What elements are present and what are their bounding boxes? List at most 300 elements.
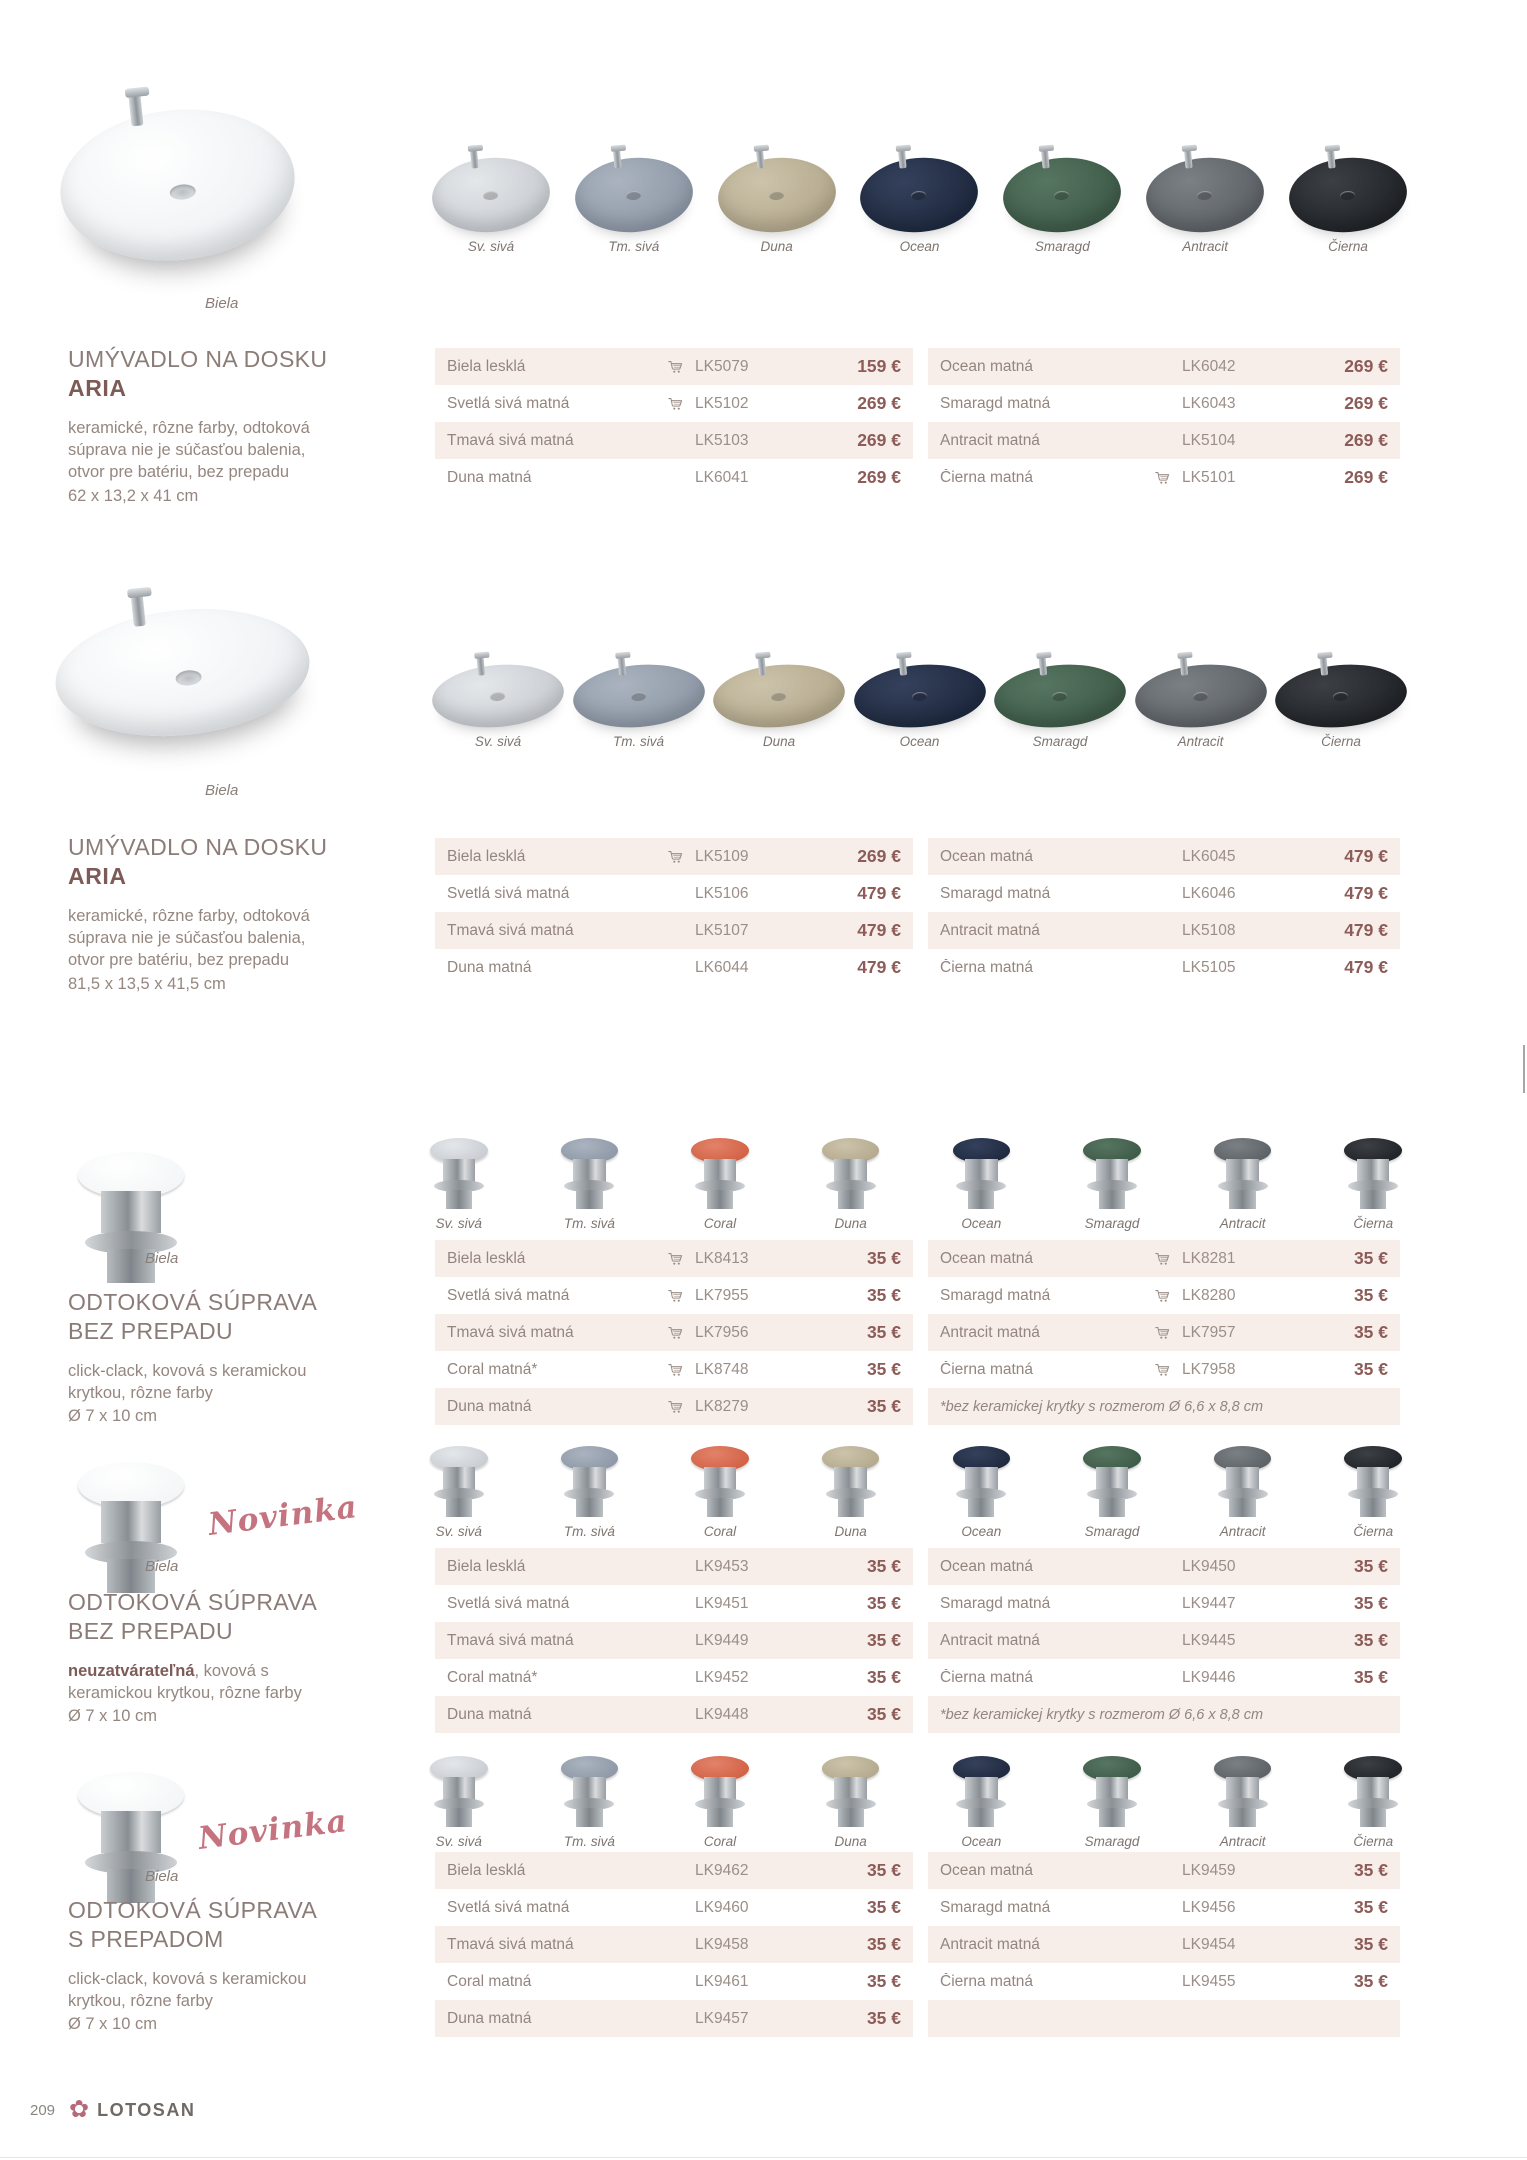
- product-code: LK9462: [695, 1861, 749, 1879]
- price: 269 €: [857, 430, 901, 450]
- drain-plug-shape: [691, 1138, 749, 1209]
- swatch-label: Ocean: [961, 1215, 1002, 1231]
- swatch-label: Čierna: [1328, 239, 1368, 254]
- drain-hole-icon: [771, 691, 787, 701]
- plug-neck: [573, 1777, 606, 1800]
- product-code: LK9457: [695, 2009, 749, 2027]
- plug-neck: [965, 1467, 998, 1490]
- product-dimensions: Ø 7 x 10 cm: [68, 1707, 157, 1726]
- color-name: Smaragd matná: [940, 884, 1051, 902]
- price: 35 €: [866, 1285, 901, 1305]
- color-name: Čierna matná: [940, 958, 1034, 976]
- product-code: LK5105: [1182, 958, 1236, 976]
- color-name: Coral matná*: [447, 1360, 538, 1378]
- drain-hole-icon: [1340, 190, 1356, 200]
- plug-stem: [576, 1190, 602, 1209]
- product-code: LK9445: [1182, 1631, 1236, 1649]
- product-code: LK9446: [1182, 1668, 1236, 1686]
- product-text-block: [68, 1288, 368, 1428]
- swatch-label: Sv. sivá: [467, 239, 515, 254]
- plug-stem: [446, 1190, 472, 1209]
- color-swatch-row: [430, 1446, 1402, 1539]
- swatch-label: Sv. sivá: [435, 1833, 482, 1849]
- plug-neck: [101, 1501, 161, 1542]
- product-title: BEZ PREPADU: [68, 1618, 234, 1645]
- color-name: Svetlá sivá matná: [447, 394, 570, 412]
- basin-color-swatch: [1143, 153, 1267, 237]
- product-code: LK8748: [695, 1360, 749, 1378]
- product-title: ODTOKOVÁ SÚPRAVA: [68, 1589, 318, 1615]
- plug-stem: [707, 1498, 733, 1517]
- price: 479 €: [857, 957, 901, 977]
- photo-color-label: Biela: [145, 1868, 179, 1885]
- basin-color-swatch: [1273, 659, 1410, 732]
- price-table: [435, 348, 913, 496]
- drain-plug-shape: [561, 1756, 619, 1827]
- product-code: LK5103: [695, 431, 749, 449]
- cart-icon: [667, 1250, 695, 1267]
- price-table: [928, 838, 1400, 986]
- plug-stem: [968, 1498, 994, 1517]
- drain-plug-shape: [1083, 1138, 1141, 1209]
- drain-plug-shape: [561, 1446, 619, 1517]
- table-row: [435, 875, 913, 912]
- table-row: [435, 1852, 913, 1889]
- color-name: Biela lesklá: [447, 1249, 526, 1267]
- product-code: LK9453: [695, 1557, 749, 1575]
- footnote-row: *bez keramickej krytky s rozmerom Ø 6,6 x 8,8 cm: [928, 1388, 1400, 1425]
- price-table: [435, 1548, 913, 1733]
- swatch-label: Smaragd: [1084, 1523, 1140, 1539]
- page-footer: [30, 2098, 195, 2122]
- color-name: Tmavá sivá matná: [447, 1323, 574, 1341]
- price-table: [928, 1852, 1400, 2037]
- product-code: LK9451: [695, 1594, 749, 1612]
- plug-neck: [704, 1777, 737, 1800]
- table-row: [435, 422, 913, 459]
- drain-hole-icon: [1192, 691, 1208, 701]
- table-row: [928, 348, 1400, 385]
- novinka-badge: [196, 1802, 350, 1858]
- table-row: [928, 385, 1400, 422]
- plug-stem: [1360, 1808, 1386, 1827]
- plug-stem: [1099, 1190, 1125, 1209]
- basin-color-swatch: [851, 659, 988, 732]
- plug-stem: [1229, 1808, 1255, 1827]
- price: 269 €: [1344, 393, 1388, 413]
- cart-icon: [667, 395, 695, 412]
- product-subtitle: ARIA: [68, 863, 127, 890]
- color-swatch: [561, 1138, 619, 1231]
- price: 35 €: [866, 1630, 901, 1650]
- product-dimensions: 81,5 x 13,5 x 41,5 cm: [68, 974, 226, 993]
- product-description: neuzatvárateľná, kovová s keramickou krytkou, rôzne farby: [68, 1661, 302, 1702]
- cart-icon: [667, 1398, 695, 1415]
- plug-neck: [101, 1191, 161, 1232]
- table-row: [928, 1240, 1400, 1277]
- table-row: [928, 838, 1400, 875]
- brand-name: LOTOSAN: [97, 2099, 196, 2120]
- product-code: LK5108: [1182, 921, 1236, 939]
- product-text-block: [68, 345, 368, 507]
- plug-neck: [1096, 1467, 1129, 1490]
- table-row: [435, 2000, 913, 2037]
- plug-neck: [1226, 1467, 1259, 1490]
- price: 35 €: [1353, 1593, 1388, 1613]
- plug-neck: [704, 1159, 737, 1182]
- table-row: [435, 949, 913, 986]
- color-swatch-row: [430, 1756, 1402, 1849]
- swatch-label: Tm. sivá: [563, 1833, 615, 1849]
- plug-stem: [1360, 1498, 1386, 1517]
- product-code: LK5101: [1182, 468, 1236, 486]
- cart-icon: [667, 1361, 695, 1378]
- basin-color-swatch: [1132, 659, 1269, 732]
- swatch-label: Duna: [834, 1833, 867, 1849]
- product-code: LK7955: [695, 1286, 749, 1304]
- plug-neck: [573, 1159, 606, 1182]
- faucet-icon: [1319, 653, 1328, 676]
- product-code: LK9459: [1182, 1861, 1236, 1879]
- color-swatch: [1344, 1138, 1402, 1231]
- photo-color-label: Biela: [145, 1558, 179, 1575]
- swatch-label: Sv. sivá: [474, 734, 522, 749]
- table-row: [435, 1963, 913, 2000]
- basin-color-swatch: [570, 659, 707, 732]
- product-code: LK9448: [695, 1705, 749, 1723]
- swatch-label: Coral: [703, 1215, 737, 1231]
- color-name: Smaragd matná: [940, 394, 1051, 412]
- swatch-label: Čierna: [1353, 1215, 1394, 1231]
- drain-plug-shape: [953, 1138, 1011, 1209]
- table-row: [435, 1696, 913, 1733]
- photo-color-label: Biela: [145, 1250, 179, 1267]
- footnote-row: *bez keramickej krytky s rozmerom Ø 6,6 x 8,8 cm: [928, 1696, 1400, 1733]
- price: 35 €: [1353, 1248, 1388, 1268]
- color-swatch: [953, 1446, 1011, 1539]
- price: 35 €: [866, 1359, 901, 1379]
- photo-color-label: Biela: [205, 295, 239, 312]
- basin-body: [49, 597, 316, 748]
- product-code: LK9454: [1182, 1935, 1236, 1953]
- color-name: Biela lesklá: [447, 1861, 526, 1879]
- drain-hole-icon: [911, 190, 927, 200]
- color-swatch: [718, 158, 836, 254]
- color-swatch: [860, 158, 978, 254]
- faucet-icon: [1184, 146, 1193, 169]
- faucet-icon: [1041, 146, 1050, 169]
- color-name: Antracit matná: [940, 1935, 1040, 1953]
- cart-icon: [667, 358, 695, 375]
- color-swatch: [1289, 158, 1407, 254]
- drain-hole-icon: [174, 669, 201, 687]
- color-swatch: [691, 1446, 749, 1539]
- plug-stem: [838, 1808, 864, 1827]
- price: 159 €: [857, 356, 901, 376]
- color-name: Duna matná: [447, 1705, 532, 1723]
- plug-neck: [1096, 1777, 1129, 1800]
- product-title: S PREPADOM: [68, 1926, 224, 1953]
- price: 35 €: [866, 1897, 901, 1917]
- color-swatch: [953, 1756, 1011, 1849]
- product-code: LK6042: [1182, 357, 1236, 375]
- faucet-icon: [616, 653, 625, 676]
- novinka-text: Novinka: [196, 1802, 350, 1858]
- drain-plug-shape: [430, 1138, 488, 1209]
- swatch-label: Čierna: [1321, 734, 1361, 749]
- drain-plug-shape: [1214, 1446, 1272, 1517]
- table-row: [928, 1889, 1400, 1926]
- color-swatch: [1083, 1446, 1141, 1539]
- swatch-label: Tm. sivá: [612, 734, 664, 749]
- drain-plug-shape: [953, 1756, 1011, 1827]
- swatch-label: Duna: [762, 734, 796, 749]
- drain-hole-icon: [626, 190, 642, 200]
- swatch-label: Sv. sivá: [435, 1523, 482, 1539]
- faucet-icon: [130, 590, 146, 627]
- color-name: Biela lesklá: [447, 847, 526, 865]
- drain-plug-shape: [822, 1446, 880, 1517]
- color-name: Svetlá sivá matná: [447, 1286, 570, 1304]
- price-table: [435, 838, 913, 986]
- product-code: LK9460: [695, 1898, 749, 1916]
- product-code: LK8413: [695, 1249, 749, 1267]
- faucet-icon: [476, 653, 485, 676]
- cart-icon: [1154, 1250, 1182, 1267]
- color-swatch: [561, 1446, 619, 1539]
- color-swatch: [713, 665, 845, 749]
- color-name: Čierna matná: [940, 468, 1034, 486]
- plug-neck: [1226, 1159, 1259, 1182]
- color-name: Smaragd matná: [940, 1286, 1051, 1304]
- color-swatch-row: [432, 158, 1407, 254]
- cart-icon: [1154, 1287, 1182, 1304]
- drain-hole-icon: [169, 183, 196, 201]
- novinka-badge: [206, 1488, 360, 1544]
- product-code: LK9449: [695, 1631, 749, 1649]
- color-name: Antracit matná: [940, 1323, 1040, 1341]
- drain-plug-shape: [953, 1446, 1011, 1517]
- product-code: LK8280: [1182, 1286, 1236, 1304]
- swatch-label: Smaragd: [1034, 239, 1090, 254]
- basin-color-swatch: [429, 153, 553, 237]
- table-row: [435, 1659, 913, 1696]
- swatch-label: Duna: [834, 1215, 867, 1231]
- color-swatch: [1344, 1446, 1402, 1539]
- drain-plug-shape: [1344, 1446, 1402, 1517]
- price-table: [435, 1852, 913, 2037]
- color-swatch: [854, 665, 986, 749]
- product-text-block: [68, 833, 368, 995]
- drain-plug-shape: [822, 1756, 880, 1827]
- product-subtitle: ARIA: [68, 375, 127, 402]
- price: 269 €: [1344, 467, 1388, 487]
- cart-icon: [1154, 1324, 1182, 1341]
- price: 35 €: [866, 1934, 901, 1954]
- table-row: [928, 1963, 1400, 2000]
- price: 35 €: [866, 1322, 901, 1342]
- drain-hole-icon: [768, 190, 784, 200]
- price: 35 €: [866, 1667, 901, 1687]
- faucet-icon: [127, 89, 143, 126]
- plug-neck: [443, 1777, 476, 1800]
- table-row: [435, 1388, 913, 1425]
- color-swatch: [1083, 1138, 1141, 1231]
- description-bold-lead: neuzatvárateľná: [68, 1661, 195, 1680]
- color-name: Svetlá sivá matná: [447, 1898, 570, 1916]
- price: 269 €: [1344, 356, 1388, 376]
- table-row: [928, 1314, 1400, 1351]
- swatch-label: Coral: [703, 1833, 737, 1849]
- plug-stem: [446, 1498, 472, 1517]
- swatch-label: Smaragd: [1032, 734, 1088, 749]
- table-row: [435, 385, 913, 422]
- plug-neck: [965, 1159, 998, 1182]
- color-name: Tmavá sivá matná: [447, 431, 574, 449]
- product-code: LK5102: [695, 394, 749, 412]
- plug-neck: [834, 1777, 867, 1800]
- drain-hole-icon: [483, 190, 499, 200]
- color-swatch: [1344, 1756, 1402, 1849]
- faucet-icon: [897, 653, 906, 676]
- color-swatch: [1214, 1756, 1272, 1849]
- faucet-icon: [756, 146, 765, 169]
- price: 35 €: [1353, 1556, 1388, 1576]
- table-row: [435, 1314, 913, 1351]
- color-swatch: [1003, 158, 1121, 254]
- color-name: Ocean matná: [940, 357, 1034, 375]
- color-name: Ocean matná: [940, 847, 1034, 865]
- color-swatch: [994, 665, 1126, 749]
- product-code: LK5107: [695, 921, 749, 939]
- price-table: [928, 1240, 1400, 1425]
- color-swatch: [575, 158, 693, 254]
- drain-plug-shape: [691, 1446, 749, 1517]
- faucet-icon: [1038, 653, 1047, 676]
- color-swatch: [953, 1138, 1011, 1231]
- color-name: Coral matná*: [447, 1668, 538, 1686]
- color-name: Antracit matná: [940, 1631, 1040, 1649]
- price: 479 €: [1344, 883, 1388, 903]
- table-row: [928, 912, 1400, 949]
- plug-neck: [1226, 1777, 1259, 1800]
- product-code: LK9450: [1182, 1557, 1236, 1575]
- table-row: [435, 459, 913, 496]
- price-table: [435, 1240, 913, 1425]
- swatch-label: Antracit: [1182, 239, 1229, 254]
- color-swatch: [691, 1756, 749, 1849]
- plug-stem: [1229, 1498, 1255, 1517]
- plug-stem: [707, 1808, 733, 1827]
- product-title: ODTOKOVÁ SÚPRAVA: [68, 1897, 318, 1923]
- color-swatch: [1083, 1756, 1141, 1849]
- plug-stem: [1360, 1190, 1386, 1209]
- price: 35 €: [866, 1556, 901, 1576]
- color-name: Duna matná: [447, 1397, 532, 1415]
- table-row: [928, 1622, 1400, 1659]
- price: 479 €: [857, 920, 901, 940]
- product-description: click-clack, kovová s keramickou krytkou, rôzne farby: [68, 1361, 307, 1402]
- page-edge-line: [0, 2157, 1527, 2158]
- color-name: Duna matná: [447, 958, 532, 976]
- cart-icon: [667, 1287, 695, 1304]
- page-number: 209: [30, 2101, 56, 2119]
- faucet-icon: [757, 653, 766, 676]
- product-code: LK5104: [1182, 431, 1236, 449]
- color-name: Tmavá sivá matná: [447, 1631, 574, 1649]
- basin-color-swatch: [572, 153, 696, 237]
- product-code: LK9447: [1182, 1594, 1236, 1612]
- product-dimensions: 62 x 13,2 x 41 cm: [68, 486, 199, 505]
- lotosan-flower-icon: ✿: [69, 2096, 90, 2123]
- product-code: LK9456: [1182, 1898, 1236, 1916]
- price: 35 €: [1353, 1322, 1388, 1342]
- color-name: Duna matná: [447, 2009, 532, 2027]
- price: 479 €: [1344, 846, 1388, 866]
- swatch-label: Antracit: [1177, 734, 1224, 749]
- product-code: LK5106: [695, 884, 749, 902]
- table-row: [928, 875, 1400, 912]
- product-text-block: [68, 1896, 368, 2036]
- color-swatch: [430, 1138, 488, 1231]
- price: 35 €: [866, 1971, 901, 1991]
- price: 479 €: [1344, 920, 1388, 940]
- plug-neck: [1357, 1159, 1390, 1182]
- swatch-label: Tm. sivá: [563, 1523, 615, 1539]
- color-name: Čierna matná: [940, 1972, 1034, 1990]
- table-row: [435, 1889, 913, 1926]
- cart-icon: [1154, 469, 1182, 486]
- drain-plug-shape: [1083, 1756, 1141, 1827]
- swatch-label: Tm. sivá: [608, 239, 660, 254]
- swatch-label: Ocean: [899, 734, 940, 749]
- product-code: LK6046: [1182, 884, 1236, 902]
- drain-plug-shape: [1083, 1446, 1141, 1517]
- color-name: Coral matná: [447, 1972, 532, 1990]
- color-name: Biela lesklá: [447, 357, 526, 375]
- color-name: Čierna matná: [940, 1360, 1034, 1378]
- table-row: [435, 1351, 913, 1388]
- product-photo: [55, 610, 310, 735]
- cart-icon: [1154, 1361, 1182, 1378]
- swatch-label: Antracit: [1219, 1215, 1266, 1231]
- price: 35 €: [866, 1248, 901, 1268]
- drain-plug-shape: [691, 1756, 749, 1827]
- basin-color-swatch: [711, 659, 848, 732]
- swatch-label: Čierna: [1353, 1833, 1394, 1849]
- color-swatch: [1275, 665, 1407, 749]
- basin-color-swatch: [430, 659, 567, 732]
- plug-neck: [704, 1467, 737, 1490]
- price: 35 €: [866, 1593, 901, 1613]
- table-row: [435, 1585, 913, 1622]
- plug-neck: [443, 1159, 476, 1182]
- color-swatch: [1214, 1446, 1272, 1539]
- plug-neck: [443, 1467, 476, 1490]
- product-code: LK6044: [695, 958, 749, 976]
- color-swatch: [1214, 1138, 1272, 1231]
- swatch-label: Ocean: [899, 239, 940, 254]
- drain-hole-icon: [1197, 190, 1213, 200]
- plug-stem: [576, 1808, 602, 1827]
- color-swatch: [430, 1446, 488, 1539]
- basin-body: [53, 98, 302, 272]
- price-table: [928, 348, 1400, 496]
- plug-neck: [965, 1777, 998, 1800]
- table-row: [435, 1548, 913, 1585]
- drain-hole-icon: [630, 691, 646, 701]
- cart-icon: [667, 848, 695, 865]
